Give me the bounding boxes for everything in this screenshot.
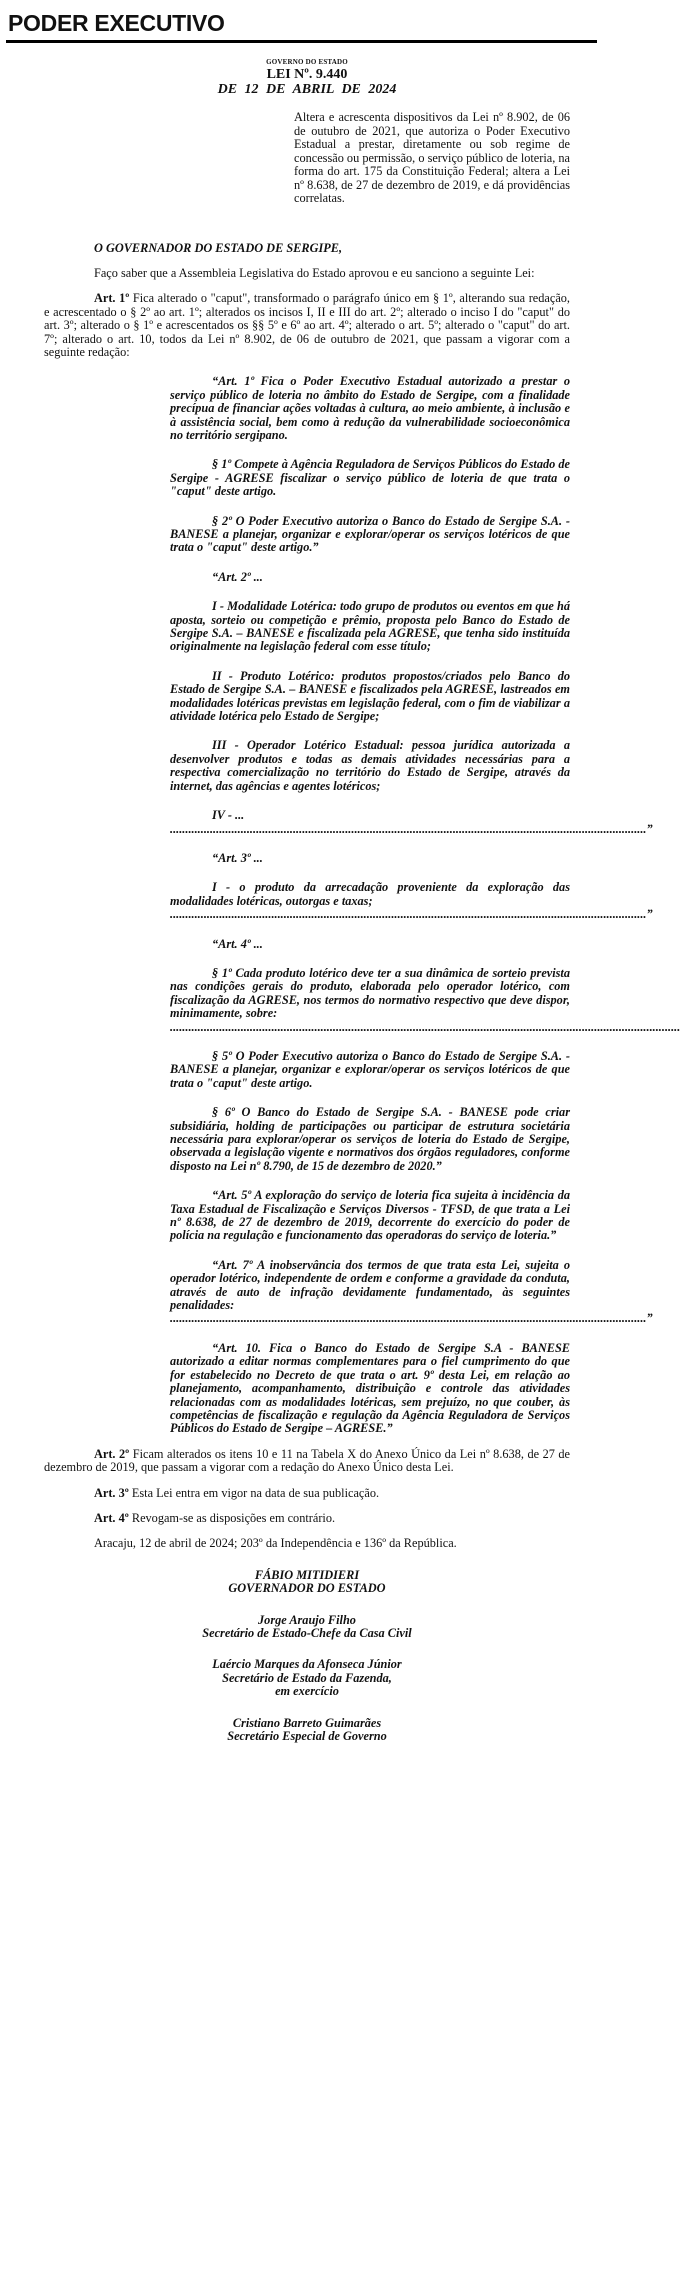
- quoted-art-4-par-5: § 5º O Poder Executivo autoriza o Banco do Estado de Sergipe S.A. - BANESE a planejar, organizar e explorar/operar os serviços lotéricos de que trata o "caput" deste artigo.: [170, 1048, 570, 1090]
- signatory-role: Secretário Especial de Governo: [227, 1729, 387, 1743]
- article-1: [44, 292, 570, 359]
- article-4-label: Art. 4º: [94, 1510, 129, 1525]
- signatory-role: Secretário de Estado-Chefe da Casa Civil: [202, 1625, 412, 1640]
- quoted-art-2-item-3: III - Operador Lotérico Estadual: pessoa jurídica autorizada a desenvolver produtos e todas as demais atividades necessárias para a respectiva comercialização no território do Estado de Sergipe, através da internet, das agências e agentes lotéricos;: [170, 738, 570, 793]
- elision-dots: ...........................................................................................................................................................”: [170, 821, 653, 836]
- article-3: [44, 1487, 570, 1500]
- quoted-art-7: “Art. 7º A inobservância dos termos de que trata esta Lei, sujeita o operador lotérico, independente de ordem e conforme a gravidade da conduta, através de auto de infração devidamente fundamentado, às seguintes penalidades:: [170, 1257, 570, 1313]
- quoted-art-4-head: “Art. 4º ...: [212, 936, 263, 951]
- signatory-name: Cristiano Barreto Guimarães: [232, 1715, 382, 1730]
- law-document: [44, 58, 680, 1743]
- article-2: [44, 1448, 570, 1475]
- section-header: PODER EXECUTIVO: [8, 10, 225, 36]
- article-2-label: Art. 2º: [94, 1446, 130, 1461]
- article-4-text: Revogam-se as disposições em contrário.: [128, 1510, 336, 1525]
- quoted-art-3-item-1: I - o produto da arrecadação proveniente da exploração das modalidades lotéricas, outorgas e taxas;: [170, 880, 570, 908]
- quoted-art-1: “Art. 1º Fica o Poder Executivo Estadual autorizado a prestar o serviço público de loteria no âmbito do Estado de Sergipe, com a finalidade precípua de financiar ações voltadas à cultura, ao meio ambiente, à inclusão e à assistência social, bem como à redução da vulnerabilidade socioeconômica no território sergipano.: [170, 374, 570, 442]
- quoted-art-3-head: “Art. 3º ...: [212, 850, 263, 865]
- closing-line: Aracaju, 12 de abril de 2024; 203º da Independência e 136º da República.: [94, 1536, 457, 1551]
- signature-block-casa-civil: [44, 1614, 570, 1641]
- quoted-art-1-par-2: § 2º O Poder Executivo autoriza o Banco do Estado de Sergipe S.A. - BANESE a planejar, organizar e explorar/operar os serviços lotéricos de que trata o "caput" deste artigo.”: [170, 513, 570, 555]
- signature-block-governo: [44, 1717, 570, 1744]
- signature-block-fazenda: [44, 1658, 570, 1698]
- quoted-art-2-item-1: I - Modalidade Lotérica: todo grupo de produtos ou eventos em que há aposta, sorteio ou competição e prêmio, proposta pelo Banco do Estado de Sergipe S.A. – BANESE e fiscalizada pela AGRESE, que tenha sido instituída originalmente na legislação federal com esse título;: [170, 599, 570, 654]
- quoted-art-5: “Art. 5º A exploração do serviço de loteria fica sujeita à incidência da Taxa Estadual de Fiscalização e Serviços Diversos - TFSD, de que trata a Lei nº 8.638, de 27 de dezembro de 2019, decorrente do exercício do poder de polícia na regulação e funcionamento das operadoras do serviço de loteria.”: [170, 1188, 570, 1243]
- article-1-label: Art. 1º: [94, 291, 130, 306]
- signatory-role: GOVERNADOR DO ESTADO: [228, 1581, 386, 1596]
- signatory-name: Laércio Marques da Afonseca Júnior: [212, 1657, 402, 1672]
- government-label: GOVERNO DO ESTADO: [266, 58, 348, 66]
- article-4: [44, 1512, 570, 1525]
- quoted-art-2-head: “Art. 2º ...: [212, 569, 263, 584]
- signature-block-governor: [44, 1569, 570, 1596]
- law-number: LEI Nº. 9.440: [266, 67, 348, 82]
- intro-paragraph: Faço saber que a Assembleia Legislativa do Estado aprovou e eu sanciono a seguinte Lei:: [94, 265, 535, 280]
- elision-dots: ...........................................................................................................................................................”: [170, 1311, 653, 1326]
- quoted-art-4-par-1: § 1º Cada produto lotérico deve ter a sua dinâmica de sorteio prevista nas condições gerais do produto, elaborada pelo operador lotérico, com fiscalização da AGRESE, nos termos do normativo respectivo que deve dispor, minimamente, sobre:: [170, 965, 570, 1021]
- article-2-text: Ficam alterados os itens 10 e 11 na Tabela X do Anexo Único da Lei nº 8.638, de 27 de dezembro de 2019, que passam a vigorar com a redação do Anexo Único desta Lei.: [44, 1446, 570, 1475]
- preamble: O GOVERNADOR DO ESTADO DE SERGIPE,: [94, 240, 343, 255]
- quoted-art-10: “Art. 10. Fica o Banco do Estado de Sergipe S.A - BANESE autorizado a editar normas complementares para o fiel cumprimento do que for estabelecido no Decreto de que trata o art. 9º desta Lei, em relação ao planejamento, acompanhamento, distribuição e controle das atividades relacionadas com as modalidades lotéricas, sem prejuízo, no que couber, às competências de fiscalização e regulação da Agência Reguladora de Serviços Públicos do Estado de Sergipe – AGRESE.”: [170, 1340, 570, 1436]
- quoted-art-2-item-2: II - Produto Lotérico: produtos propostos/criados pelo Banco do Estado de Sergipe S.A. – BANESE e fiscalizados pela AGRESE, lastreados em modalidades lotéricas previstas em legislação federal, com o fim de viabilizar a atividade lotérica pelo Estado de Sergipe;: [170, 668, 570, 724]
- article-1-text: Fica alterado o "caput", transformado o parágrafo único em § 1º, alterando sua redação, e acrescentado o § 2º ao art. 1º; alterados os incisos I, II e III do art. 2º; alterado o inciso I do "caput" do art. 3º; alterado o § 1º e acrescentados os §§ 5º e 6º ao art. 4º; alterado o art. 5º; alterado o "caput" do art. 7º; alterado o art. 10, todos da Lei nº 8.902, de 06 de outubro de 2021, que passam a vigorar com a seguinte redação:: [44, 291, 570, 359]
- law-date: DE 12 DE ABRIL DE 2024: [217, 82, 397, 97]
- quoted-art-2-item-4: IV - ...: [212, 808, 245, 823]
- article-3-text: Esta Lei entra em vigor na data de sua publicação.: [128, 1485, 380, 1500]
- header-rule: [6, 40, 597, 43]
- signatory-role-note: em exercício: [275, 1684, 339, 1699]
- quoted-art-1-par-1: § 1º Compete à Agência Reguladora de Serviços Públicos do Estado de Sergipe - AGRESE fiscalizar o serviço público de loteria de que trata o "caput" deste artigo.: [170, 457, 570, 499]
- quoted-art-4-par-6: § 6º O Banco do Estado de Sergipe S.A. - BANESE pode criar subsidiária, holding de participações ou participar de estrutura societária necessária para explorar/operar os serviços de loteria do Estado de Sergipe, observada a legislação vigente e normativos dos órgãos reguladores, conforme disposto na Lei nº 8.790, de 15 de dezembro de 2020.”: [170, 1105, 570, 1173]
- signatory-role: Secretário de Estado da Fazenda,: [222, 1670, 392, 1685]
- elision-dots: ......................................................................................................................................................................: [170, 1019, 680, 1034]
- law-summary: Altera e acrescenta dispositivos da Lei nº 8.902, de 06 de outubro de 2021, que autoriza o Poder Executivo Estadual a prestar, diretamente ou sob regime de concessão ou permissão, o serviço público de loteria, na forma do art. 175 da Constituição Federal; altera a Lei nº 8.638, de 27 de dezembro de 2019, e dá providências correlatas.: [294, 110, 570, 205]
- elision-dots: ...........................................................................................................................................................”: [170, 907, 653, 922]
- signatory-name: Jorge Araujo Filho: [258, 1612, 356, 1627]
- article-3-label: Art. 3º: [94, 1485, 129, 1500]
- signatory-name: FÁBIO MITIDIERI: [254, 1567, 360, 1582]
